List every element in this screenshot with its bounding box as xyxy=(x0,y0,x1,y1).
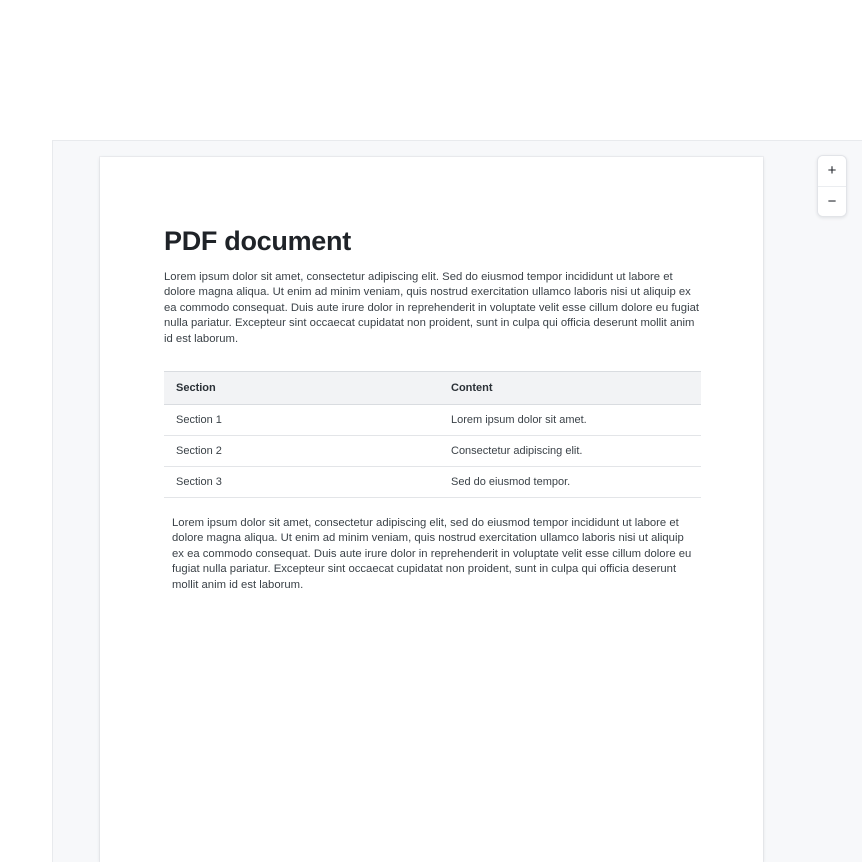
table-header-row xyxy=(164,371,701,404)
sections-table xyxy=(164,371,701,498)
table-cell-content: Sed do eiusmod tempor. xyxy=(439,466,701,497)
table-row xyxy=(164,435,701,466)
page-title: PDF document xyxy=(164,226,351,256)
table-header-content: Content xyxy=(439,371,701,404)
closing-paragraph: Lorem ipsum dolor sit amet, consectetur adipiscing elit, sed do eiusmod tempor incididunt ut labore et dolore magna aliqua. Ut enim ad minim veniam, quis nostrud exercitation ullamco laboris nisi ut aliquip ex ea commodo consequat. Duis aute irure dolor in reprehenderit in voluptate velit esse cillum dolore eu fugiat nulla pariatur. Excepteur sint occaecat cupidatat non proident, sunt in culpa qui officia deserunt mollit anim id est laborum. xyxy=(172,516,692,592)
table-header-section: Section xyxy=(164,371,439,404)
table-row xyxy=(164,466,701,497)
table-cell-section: Section 2 xyxy=(164,435,439,466)
zoom-out-button[interactable]: − xyxy=(818,186,846,216)
table-cell-section: Section 3 xyxy=(164,466,439,497)
zoom-in-button[interactable]: + xyxy=(818,156,846,186)
pdf-page xyxy=(100,157,763,862)
table-cell-content: Lorem ipsum dolor sit amet. xyxy=(439,404,701,435)
table-cell-section: Section 1 xyxy=(164,404,439,435)
zoom-controls[interactable] xyxy=(817,155,847,217)
pdf-page-content xyxy=(164,227,701,605)
table-cell-content: Consectetur adipiscing elit. xyxy=(439,435,701,466)
table-row xyxy=(164,404,701,435)
intro-paragraph: Lorem ipsum dolor sit amet, consectetur adipiscing elit. Sed do eiusmod tempor incididunt ut labore et dolore magna aliqua. Ut enim ad minim veniam, quis nostrud exercitation ullamco laboris nisi ut aliquip ex ea commodo consequat. Duis aute irure dolor in reprehenderit in voluptate velit esse cillum dolore eu fugiat nulla pariatur. Excepteur sint occaecat cupidatat non proident, sunt in culpa qui officia deserunt mollit anim id est laborum. xyxy=(164,270,700,346)
